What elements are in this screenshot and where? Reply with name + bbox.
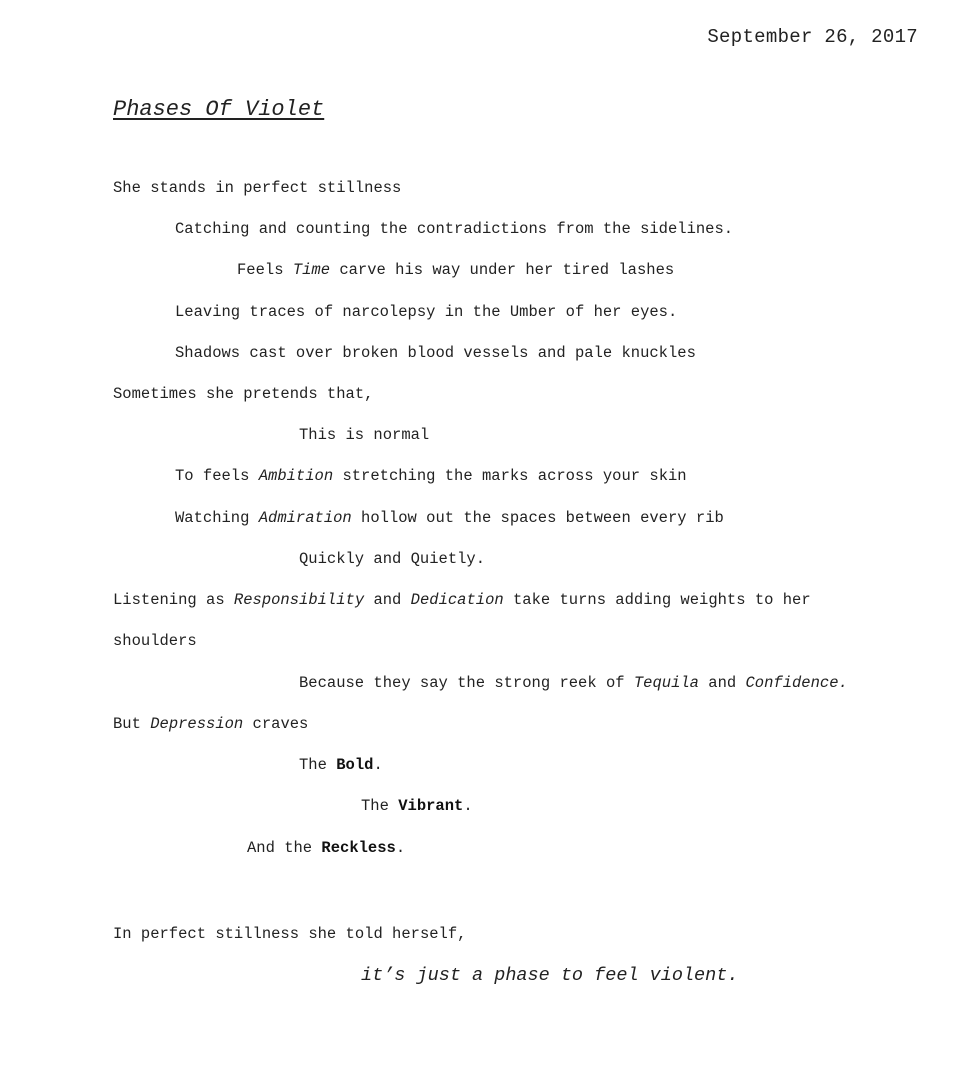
poem-text: Watching [175,509,259,527]
poem-text: The [361,797,399,815]
poem-line [175,343,696,363]
poem-text: shoulders [113,632,197,650]
poem-emphasis: Dedication [410,591,504,609]
poem-text: hollow out the spaces between every rib [351,509,724,527]
poem-text: But [113,715,151,733]
poem-text: . [463,797,473,815]
poem-line [175,466,687,486]
poem-line [113,178,401,198]
poem-line [113,384,373,404]
poem-line [175,508,724,528]
poem-text: Because they say the strong reek of [299,674,634,692]
poem-text: Shadows cast over broken blood vessels and pale knuckles [175,344,696,362]
poem-line [113,590,811,610]
poem-closing-line [361,964,738,988]
poem-text: take turns adding weights to her [503,591,811,609]
poem-line [237,260,674,280]
poem-emphasis: Tequila [633,674,699,692]
poem-text: . [395,839,406,857]
poem-line [113,714,308,734]
poem-text: craves [243,715,309,733]
poem-text: Quickly and Quietly. [299,550,486,568]
poem-line [113,631,197,651]
poem-line [113,924,466,944]
poem-text: She stands in perfect stillness [113,179,402,197]
poem-text: To feels [175,467,259,485]
poem-text: This is normal [299,426,430,444]
poem-title: Phases Of Violet [113,97,325,122]
poem-line [299,425,429,445]
poem-text: Feels [237,261,293,279]
poem-line [247,838,405,858]
poem-strong: Vibrant [398,797,464,815]
poem-emphasis: Confidence. [745,674,848,692]
poem-emphasis: Admiration [258,509,352,527]
poem-emphasis: Time [292,261,331,279]
poem-text: Sometimes she pretends that, [113,385,374,403]
poem-emphasis: Depression [150,715,244,733]
poem-line [175,302,677,322]
poem-text: Listening as [113,591,234,609]
poem-text: carve his way under her tired lashes [330,261,675,279]
poem-text: . [373,756,383,774]
document-date: September 26, 2017 [707,26,918,48]
poem-text: and [698,674,746,692]
poem-text: In perfect stillness she told herself, [113,925,467,943]
poem-text: Leaving traces of narcolepsy in the Umber of her eyes. [175,303,678,321]
poem-line [361,796,473,816]
poem-text: And the [247,839,322,857]
poem-line [175,219,733,239]
poem-emphasis: Ambition [258,467,334,485]
poem-line [299,673,848,693]
poem-line [299,549,485,569]
poem-emphasis: it’s just a phase to feel violent. [361,965,739,986]
poem-line [299,755,383,775]
poem-strong: Reckless [321,839,396,857]
poem-emphasis: Responsibility [233,591,365,609]
poem-text: Catching and counting the contradictions from the sidelines. [175,220,734,238]
poem-text: The [299,756,337,774]
poem-text: stretching the marks across your skin [333,467,687,485]
poem-strong: Bold [336,756,374,774]
poem-text: and [364,591,411,609]
